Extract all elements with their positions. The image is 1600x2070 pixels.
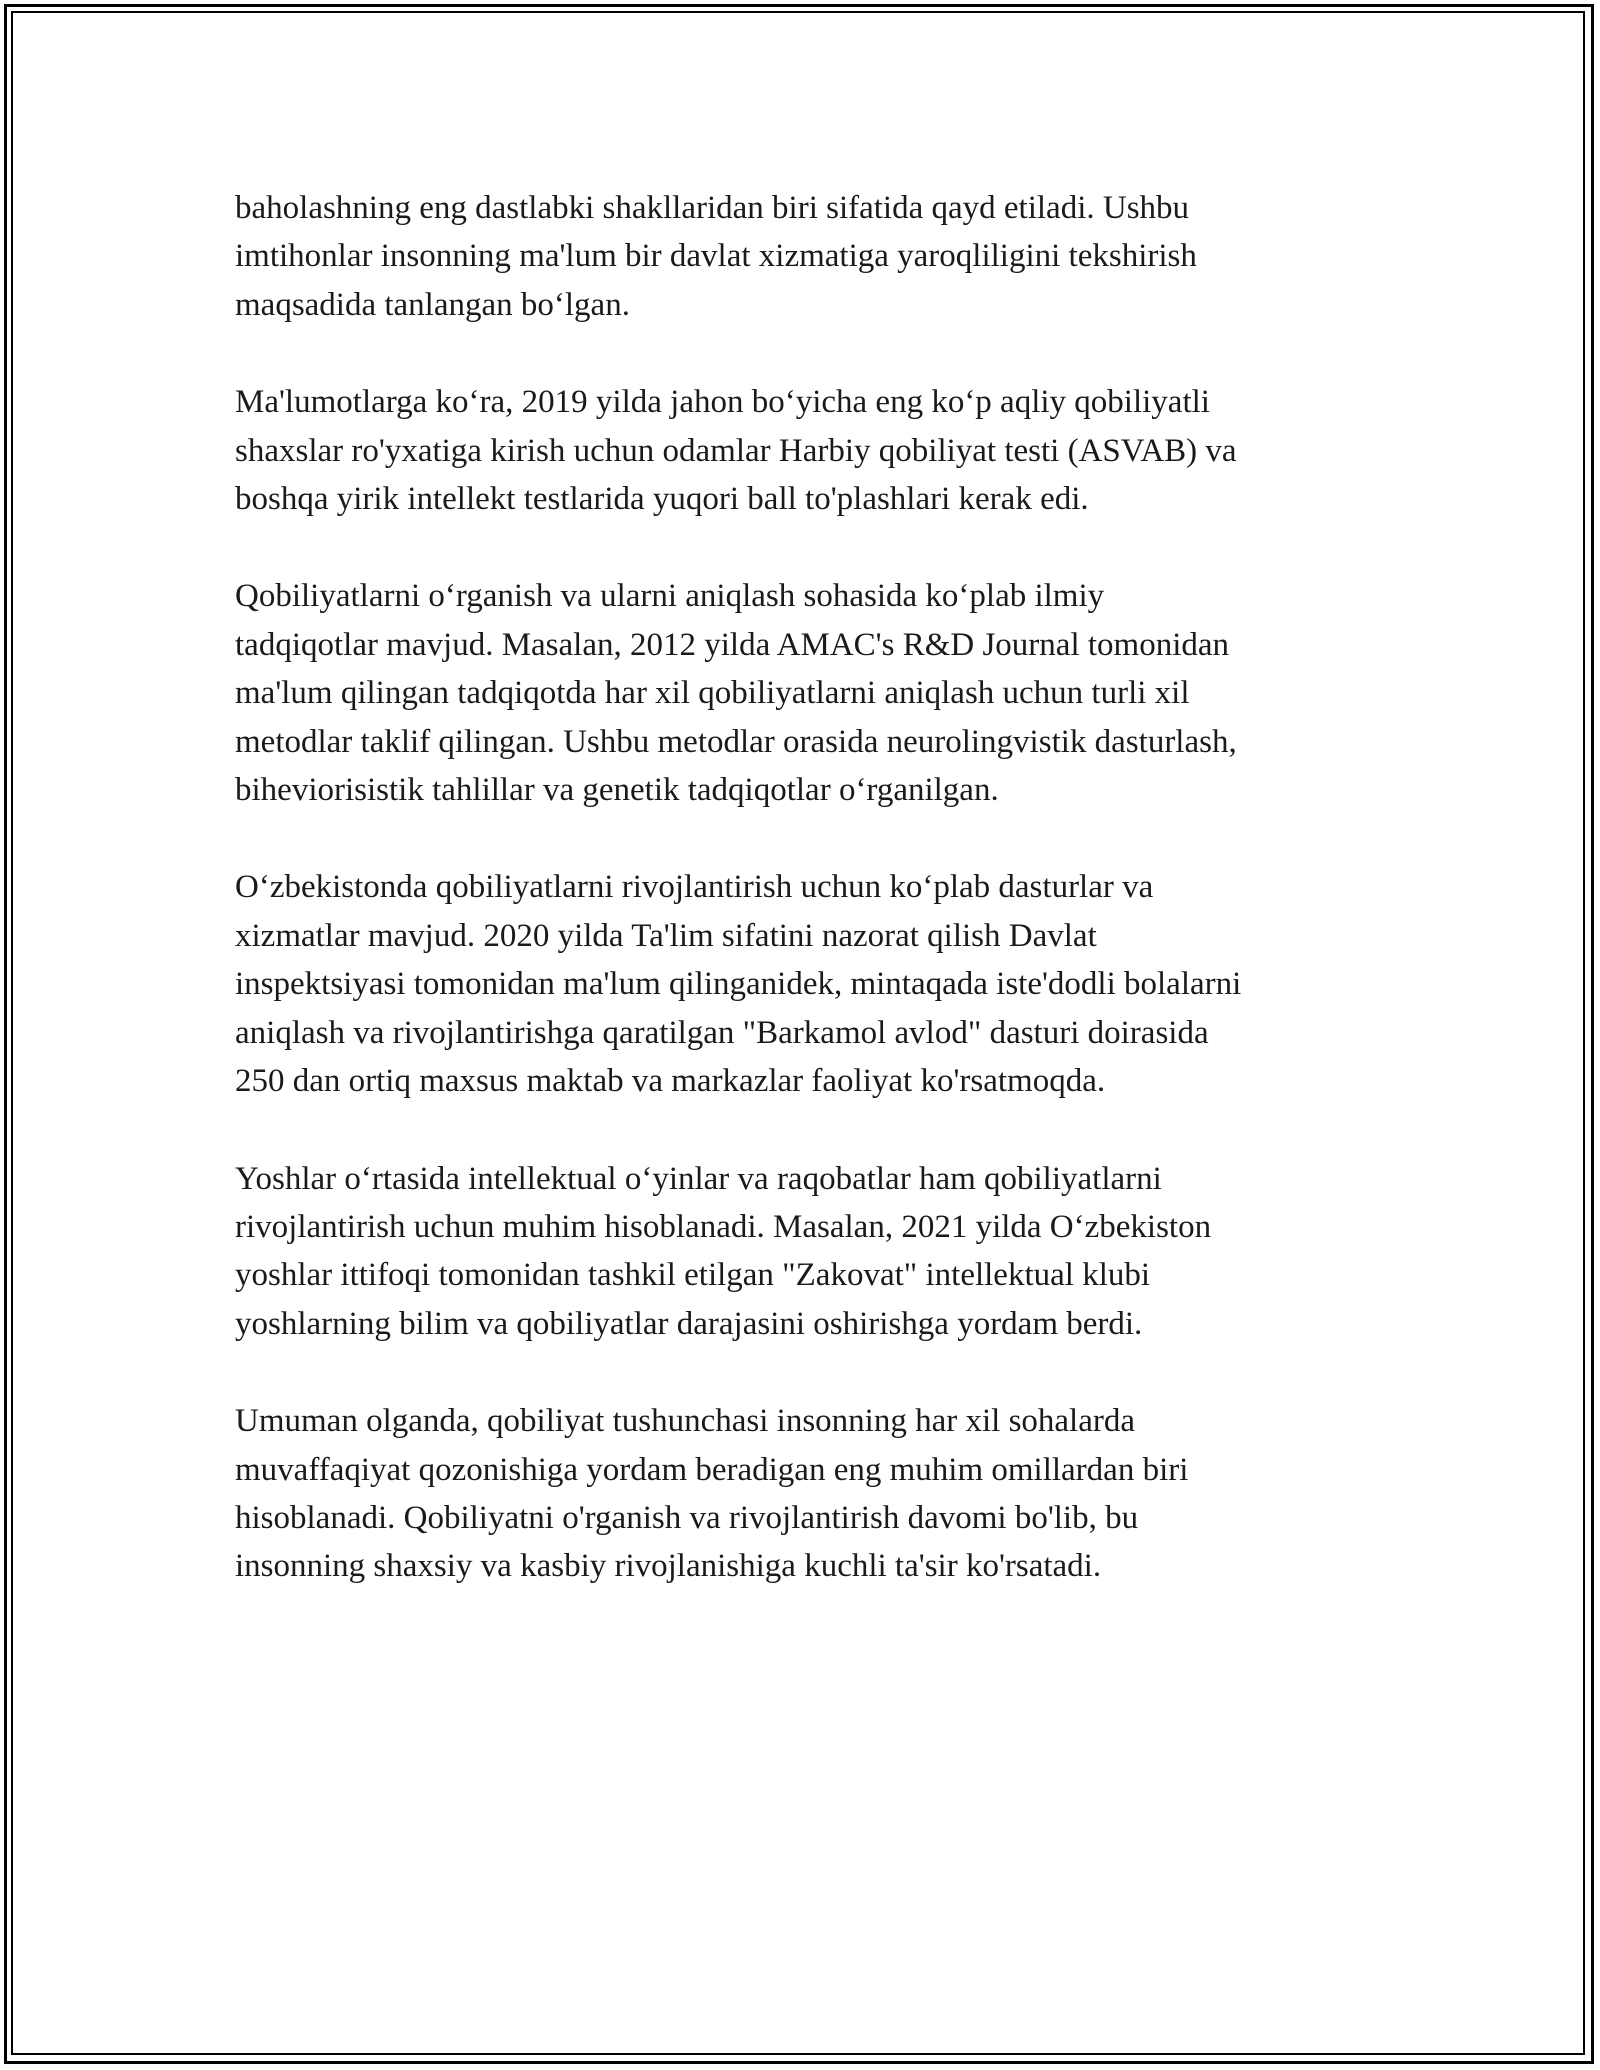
paragraph-4: O‘zbekistonda qobiliyatlarni rivojlantirish uchun ko‘plab dasturlar va xizmatlar mavjud. 2020 yilda Ta'lim sifatini nazorat qilish Davlat inspektsiyasi tomonidan ma'lum qilinganidek, mintaqada iste'dodli bolalarni aniqlash va rivojlantirishga qaratilgan "Barkamol avlod" dasturi doirasida 250 dan ortiq maxsus maktab va markazlar faoliyat ko'rsatmoqda. — [235, 869, 1242, 1100]
document-body — [235, 184, 1375, 1640]
paragraph-1: baholashning eng dastlabki shakllaridan biri sifatida qayd etiladi. Ushbu imtihonlar insonning ma'lum bir davlat xizmatiga yaroqliligini tekshirish maqsadida tanlangan bo‘lgan. — [235, 190, 1197, 323]
paragraph-6: Umuman olganda, qobiliyat tushunchasi insonning har xil sohalarda muvaffaqiyat qozonishiga yordam beradigan eng muhim omillardan biri hisoblanadi. Qobiliyatni o'rganish va rivojlantirish davomi bo'lib, bu insonning shaxsiy va kasbiy rivojlanishiga kuchli ta'sir ko'rsatadi. — [235, 1403, 1189, 1585]
paragraph-2: Ma'lumotlarga ko‘ra, 2019 yilda jahon bo‘yicha eng ko‘p aqliy qobiliyatli shaxslar ro'yxatiga kirish uchun odamlar Harbiy qobiliyat testi (ASVAB) va boshqa yirik intellekt testlarida yuqori ball to'plashlari kerak edi. — [235, 384, 1237, 518]
paragraph-5: Yoshlar o‘rtasida intellektual o‘yinlar va raqobatlar ham qobiliyatlarni rivojlantirish uchun muhim hisoblanadi. Masalan, 2021 yilda O‘zbekiston yoshlar ittifoqi tomonidan tashkil etilgan "Zakovat" intellektual klubi yoshlarning bilim va qobiliyatlar darajasini oshirishga yordam berdi. — [235, 1160, 1212, 1342]
paragraph-3: Qobiliyatlarni o‘rganish va ularni aniqlash sohasida ko‘plab ilmiy tadqiqotlar mavjud. Masalan, 2012 yilda AMAC's R&D Journal tomonidan ma'lum qilingan tadqiqotda har xil qobiliyatlarni aniqlash uchun turli xil metodlar taklif qilingan. Ushbu metodlar orasida neurolingvistik dasturlash, biheviorisistik tahlillar va genetik tadqiqotlar o‘rganilgan. — [235, 578, 1237, 809]
